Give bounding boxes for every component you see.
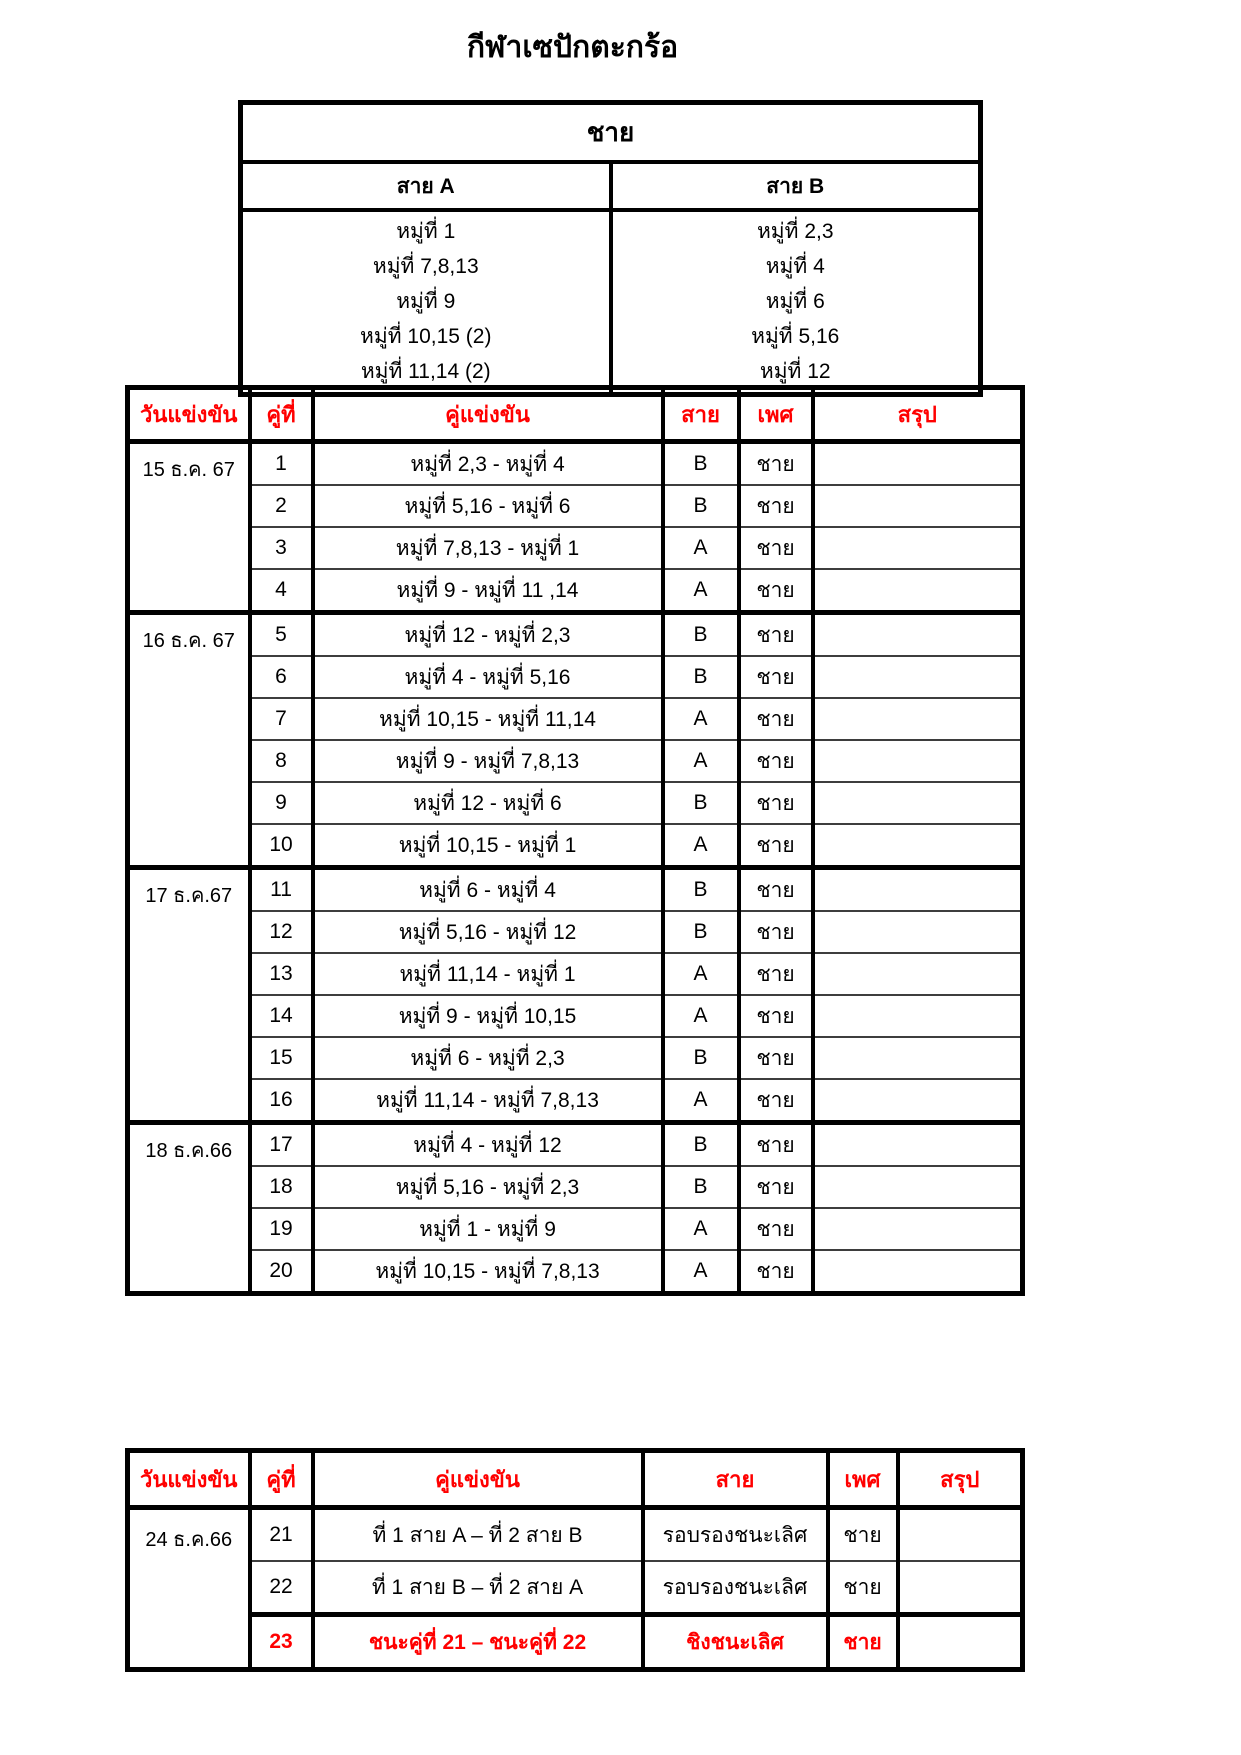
- pool-cell: B: [663, 613, 739, 657]
- gender-cell: ชาย: [828, 1615, 898, 1670]
- pool-cell: A: [663, 698, 739, 740]
- gender-cell: ชาย: [739, 569, 813, 613]
- pool-cell: B: [663, 1166, 739, 1208]
- gender-cell: ชาย: [739, 824, 813, 868]
- result-cell: [813, 1079, 1023, 1123]
- header-result: สรุป: [813, 388, 1023, 442]
- matchup-cell: หมู่ที่ 7,8,13 - หมู่ที่ 1: [313, 527, 663, 569]
- gender-cell: ชาย: [828, 1561, 898, 1615]
- result-cell: [813, 1208, 1023, 1250]
- pool-a-entry: หมู่ที่ 7,8,13: [372, 255, 479, 278]
- pool-cell: รอบรองชนะเลิศ: [643, 1508, 828, 1562]
- pair-no-cell: 10: [250, 824, 313, 868]
- result-cell: [813, 485, 1023, 527]
- matchup-cell: หมู่ที่ 10,15 - หมู่ที่ 11,14: [313, 698, 663, 740]
- pair-no-cell: 7: [250, 698, 313, 740]
- result-cell: [813, 782, 1023, 824]
- header-gender: เพศ: [828, 1451, 898, 1508]
- pool-a-entry: หมู่ที่ 10,15 (2): [360, 325, 492, 348]
- date-cell: 17 ธ.ค.67: [128, 868, 250, 1123]
- matchup-cell: หมู่ที่ 10,15 - หมู่ที่ 7,8,13: [313, 1250, 663, 1294]
- schedule-table: [125, 385, 1025, 1296]
- matchup-cell: หมู่ที่ 5,16 - หมู่ที่ 12: [313, 911, 663, 953]
- result-cell: [898, 1615, 1023, 1670]
- schedule-row: [128, 782, 1023, 824]
- schedule-row: [128, 824, 1023, 868]
- result-cell: [813, 995, 1023, 1037]
- schedule-row: [128, 740, 1023, 782]
- pool-cell: A: [663, 740, 739, 782]
- pool-b-entry: หมู่ที่ 5,16: [751, 325, 840, 348]
- finals-header-row: [128, 1451, 1023, 1508]
- pair-no-cell: 16: [250, 1079, 313, 1123]
- pool-cell: B: [663, 1123, 739, 1167]
- pool-cell: A: [663, 569, 739, 613]
- result-cell: [813, 824, 1023, 868]
- pool-cell: B: [663, 656, 739, 698]
- result-cell: [813, 1250, 1023, 1294]
- schedule-row: [128, 442, 1023, 486]
- pool-cell: A: [663, 527, 739, 569]
- matchup-cell: หมู่ที่ 1 - หมู่ที่ 9: [313, 1208, 663, 1250]
- result-cell: [813, 656, 1023, 698]
- schedule-row: [128, 953, 1023, 995]
- result-cell: [813, 740, 1023, 782]
- gender-cell: ชาย: [739, 995, 813, 1037]
- pair-no-cell: 22: [250, 1561, 313, 1615]
- result-cell: [813, 1123, 1023, 1167]
- pool-cell: B: [663, 1037, 739, 1079]
- matchup-cell: หมู่ที่ 4 - หมู่ที่ 12: [313, 1123, 663, 1167]
- pool-b-entry: หมู่ที่ 4: [765, 255, 825, 278]
- pair-no-cell: 19: [250, 1208, 313, 1250]
- matchup-cell: หมู่ที่ 11,14 - หมู่ที่ 7,8,13: [313, 1079, 663, 1123]
- matchup-cell: หมู่ที่ 11,14 - หมู่ที่ 1: [313, 953, 663, 995]
- gender-cell: ชาย: [739, 740, 813, 782]
- pair-no-cell: 23: [250, 1615, 313, 1670]
- pool-cell: A: [663, 1079, 739, 1123]
- pool-a-entry: หมู่ที่ 9: [396, 290, 456, 313]
- header-pool: สาย: [643, 1451, 828, 1508]
- schedule-row: [128, 698, 1023, 740]
- pool-a-header: สาย A: [241, 162, 611, 210]
- pair-no-cell: 6: [250, 656, 313, 698]
- result-cell: [813, 911, 1023, 953]
- finals-row: [128, 1561, 1023, 1615]
- matchup-cell: หมู่ที่ 5,16 - หมู่ที่ 2,3: [313, 1166, 663, 1208]
- schedule-row: [128, 656, 1023, 698]
- date-cell: 24 ธ.ค.66: [128, 1508, 250, 1670]
- schedule-row: [128, 613, 1023, 657]
- header-result: สรุป: [898, 1451, 1023, 1508]
- pool-cell: B: [663, 782, 739, 824]
- schedule-row: [128, 485, 1023, 527]
- pair-no-cell: 14: [250, 995, 313, 1037]
- finals-row: [128, 1508, 1023, 1562]
- matchup-cell: ที่ 1 สาย A – ที่ 2 สาย B: [313, 1508, 643, 1562]
- schedule-row: [128, 1208, 1023, 1250]
- header-pair-no: คู่ที่: [250, 388, 313, 442]
- schedule-header-row: [128, 388, 1023, 442]
- pool-b-cell: [611, 210, 981, 395]
- gender-cell: ชาย: [739, 1166, 813, 1208]
- pair-no-cell: 21: [250, 1508, 313, 1562]
- result-cell: [813, 569, 1023, 613]
- result-cell: [813, 1037, 1023, 1079]
- matchup-cell: ชนะคู่ที่ 21 – ชนะคู่ที่ 22: [313, 1615, 643, 1670]
- pools-body-row: [241, 210, 981, 395]
- pool-cell: B: [663, 485, 739, 527]
- finals-table: [125, 1448, 1025, 1672]
- gender-cell: ชาย: [739, 782, 813, 824]
- pool-cell: รอบรองชนะเลิศ: [643, 1561, 828, 1615]
- schedule-row: [128, 995, 1023, 1037]
- matchup-cell: หมู่ที่ 12 - หมู่ที่ 2,3: [313, 613, 663, 657]
- pools-header-row: [241, 162, 981, 210]
- header-pool: สาย: [663, 388, 739, 442]
- schedule-row: [128, 1166, 1023, 1208]
- pool-a-entry: หมู่ที่ 11,14 (2): [360, 360, 491, 383]
- pair-no-cell: 4: [250, 569, 313, 613]
- pool-b-entry: หมู่ที่ 2,3: [756, 220, 834, 243]
- pool-cell: A: [663, 1250, 739, 1294]
- pool-cell: B: [663, 442, 739, 486]
- matchup-cell: หมู่ที่ 9 - หมู่ที่ 11 ,14: [313, 569, 663, 613]
- gender-cell: ชาย: [828, 1508, 898, 1562]
- result-cell: [898, 1561, 1023, 1615]
- schedule-row: [128, 911, 1023, 953]
- result-cell: [813, 1166, 1023, 1208]
- page-title: กีฬาเซปักตะกร้อ: [466, 31, 679, 64]
- gender-cell: ชาย: [739, 485, 813, 527]
- result-cell: [813, 527, 1023, 569]
- pools-title-row: [241, 103, 981, 163]
- schedule-row: [128, 1250, 1023, 1294]
- result-cell: [898, 1508, 1023, 1562]
- finals-row-championship: [128, 1615, 1023, 1670]
- pair-no-cell: 9: [250, 782, 313, 824]
- header-pair-no: คู่ที่: [250, 1451, 313, 1508]
- gender-cell: ชาย: [739, 868, 813, 912]
- matchup-cell: ที่ 1 สาย B – ที่ 2 สาย A: [313, 1561, 643, 1615]
- pool-a-entry: หมู่ที่ 1: [396, 220, 456, 243]
- pool-a-cell: [241, 210, 611, 395]
- pair-no-cell: 2: [250, 485, 313, 527]
- schedule-row: [128, 1037, 1023, 1079]
- result-cell: [813, 442, 1023, 486]
- pool-b-entry: หมู่ที่ 12: [759, 360, 831, 383]
- date-cell: 16 ธ.ค. 67: [128, 613, 250, 868]
- matchup-cell: หมู่ที่ 6 - หมู่ที่ 2,3: [313, 1037, 663, 1079]
- pool-cell: A: [663, 953, 739, 995]
- pool-b-entry: หมู่ที่ 6: [765, 290, 825, 313]
- gender-cell: ชาย: [739, 656, 813, 698]
- schedule-row: [128, 1123, 1023, 1167]
- result-cell: [813, 613, 1023, 657]
- gender-cell: ชาย: [739, 1123, 813, 1167]
- schedule-row: [128, 527, 1023, 569]
- pool-cell: A: [663, 1208, 739, 1250]
- gender-cell: ชาย: [739, 953, 813, 995]
- schedule-row: [128, 569, 1023, 613]
- date-cell: 15 ธ.ค. 67: [128, 442, 250, 613]
- pair-no-cell: 12: [250, 911, 313, 953]
- pools-table: [238, 100, 983, 397]
- result-cell: [813, 868, 1023, 912]
- pool-cell: B: [663, 911, 739, 953]
- matchup-cell: หมู่ที่ 2,3 - หมู่ที่ 4: [313, 442, 663, 486]
- gender-cell: ชาย: [739, 613, 813, 657]
- schedule-row: [128, 1079, 1023, 1123]
- gender-cell: ชาย: [739, 1037, 813, 1079]
- pool-cell: B: [663, 868, 739, 912]
- result-cell: [813, 953, 1023, 995]
- pair-no-cell: 8: [250, 740, 313, 782]
- result-cell: [813, 698, 1023, 740]
- pair-no-cell: 3: [250, 527, 313, 569]
- pair-no-cell: 11: [250, 868, 313, 912]
- gender-cell: ชาย: [739, 911, 813, 953]
- pool-cell: A: [663, 995, 739, 1037]
- gender-cell: ชาย: [739, 1250, 813, 1294]
- schedule-row: [128, 868, 1023, 912]
- header-date: วันแข่งขัน: [128, 388, 250, 442]
- pool-cell: A: [663, 824, 739, 868]
- gender-cell: ชาย: [739, 1208, 813, 1250]
- pools-table-title: ชาย: [241, 103, 981, 163]
- matchup-cell: หมู่ที่ 10,15 - หมู่ที่ 1: [313, 824, 663, 868]
- gender-cell: ชาย: [739, 527, 813, 569]
- matchup-cell: หมู่ที่ 6 - หมู่ที่ 4: [313, 868, 663, 912]
- matchup-cell: หมู่ที่ 9 - หมู่ที่ 10,15: [313, 995, 663, 1037]
- pool-cell: ชิงชนะเลิศ: [643, 1615, 828, 1670]
- pair-no-cell: 15: [250, 1037, 313, 1079]
- pair-no-cell: 17: [250, 1123, 313, 1167]
- gender-cell: ชาย: [739, 442, 813, 486]
- gender-cell: ชาย: [739, 1079, 813, 1123]
- matchup-cell: หมู่ที่ 12 - หมู่ที่ 6: [313, 782, 663, 824]
- header-match: คู่แข่งขัน: [313, 388, 663, 442]
- pair-no-cell: 20: [250, 1250, 313, 1294]
- matchup-cell: หมู่ที่ 9 - หมู่ที่ 7,8,13: [313, 740, 663, 782]
- pair-no-cell: 1: [250, 442, 313, 486]
- pool-b-header: สาย B: [611, 162, 981, 210]
- header-date: วันแข่งขัน: [128, 1451, 250, 1508]
- matchup-cell: หมู่ที่ 5,16 - หมู่ที่ 6: [313, 485, 663, 527]
- pair-no-cell: 13: [250, 953, 313, 995]
- matchup-cell: หมู่ที่ 4 - หมู่ที่ 5,16: [313, 656, 663, 698]
- gender-cell: ชาย: [739, 698, 813, 740]
- date-cell: 18 ธ.ค.66: [128, 1123, 250, 1294]
- header-match: คู่แข่งขัน: [313, 1451, 643, 1508]
- pair-no-cell: 5: [250, 613, 313, 657]
- pair-no-cell: 18: [250, 1166, 313, 1208]
- header-gender: เพศ: [739, 388, 813, 442]
